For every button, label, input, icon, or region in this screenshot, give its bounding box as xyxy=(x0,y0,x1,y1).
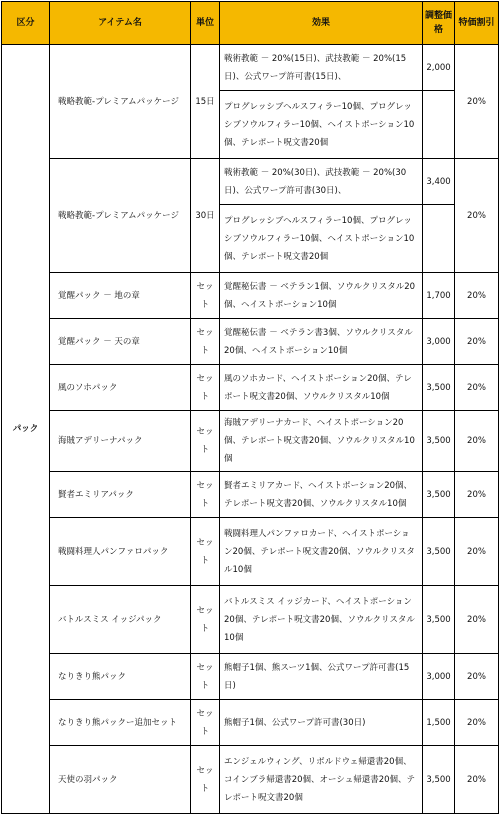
item-price: 3,500 xyxy=(423,746,455,814)
item-discount: 20% xyxy=(455,273,499,319)
item-discount: 20% xyxy=(455,45,499,159)
item-name: バトルスミス イッジパック xyxy=(50,586,191,654)
item-name: 戦闘料理人パンファロパック xyxy=(50,518,191,586)
table-row xyxy=(2,273,499,319)
header-category: 区分 xyxy=(2,2,50,45)
item-discount: 20% xyxy=(455,159,499,273)
item-name: なりきり熊パックー追加セット xyxy=(50,700,191,746)
table-row xyxy=(2,159,499,205)
table-row xyxy=(2,654,499,700)
item-name: 海賊アデリーナパック xyxy=(50,411,191,472)
item-effect: 熊帽子1個、熊スーツ1個、公式ワープ許可書(15日) xyxy=(220,654,423,700)
item-name: 覚醒パック － 天の章 xyxy=(50,319,191,365)
header-discount: 特価割引 xyxy=(455,2,499,45)
header-unit: 単位 xyxy=(191,2,220,45)
table-row xyxy=(2,411,499,472)
header-price: 調整価格 xyxy=(423,2,455,45)
table-row xyxy=(2,365,499,411)
table-row xyxy=(2,319,499,365)
item-price: 3,500 xyxy=(423,411,455,472)
table-row xyxy=(2,518,499,586)
item-discount: 20% xyxy=(455,472,499,518)
item-price: 3,000 xyxy=(423,654,455,700)
pack-table xyxy=(1,1,499,814)
item-unit: セット xyxy=(191,746,220,814)
item-price: 3,500 xyxy=(423,365,455,411)
item-effect: 熊帽子1個、公式ワープ許可書(30日) xyxy=(220,700,423,746)
item-effect: 賢者エミリアカード、ヘイストポーション20個、テレポート呪文書20個、ソウルクリスタル10個 xyxy=(220,472,423,518)
item-discount: 20% xyxy=(455,700,499,746)
item-name: 戦略教範-プレミアムパッケージ xyxy=(50,159,191,273)
item-unit: セット xyxy=(191,518,220,586)
item-name: 風のソホパック xyxy=(50,365,191,411)
item-discount: 20% xyxy=(455,365,499,411)
item-effect: 風のソホカード、ヘイストポーション20個、テレポート呪文書20個、ソウルクリスタル10個 xyxy=(220,365,423,411)
item-effect: 戦闘料理人パンファロカード、ヘイストポーション20個、テレポート呪文書20個、ソウルクリスタル10個 xyxy=(220,518,423,586)
item-name: 天使の羽パック xyxy=(50,746,191,814)
item-effect: 海賊アデリーナカード、ヘイストポーション20個、テレポート呪文書20個、ソウルクリスタル10個 xyxy=(220,411,423,472)
item-price: 3,400 xyxy=(423,159,455,205)
table-row xyxy=(2,45,499,91)
item-price-empty xyxy=(423,205,455,273)
table-row xyxy=(2,746,499,814)
item-effect: プログレッシブヘルスフィラー10個、プログレッシブソウルフィラー10個、ヘイストポーション10個、テレポート呪文書20個 xyxy=(220,205,423,273)
item-price: 3,500 xyxy=(423,472,455,518)
item-discount: 20% xyxy=(455,654,499,700)
item-discount: 20% xyxy=(455,746,499,814)
item-effect: プログレッシブヘルスフィラー10個、プログレッシブソウルフィラー10個、ヘイストポーション10個、テレポート呪文書20個 xyxy=(220,91,423,159)
item-name: 覚醒パック － 地の章 xyxy=(50,273,191,319)
item-unit: セット xyxy=(191,411,220,472)
item-name: なりきり熊パック xyxy=(50,654,191,700)
item-discount: 20% xyxy=(455,586,499,654)
item-unit: セット xyxy=(191,365,220,411)
item-price-empty xyxy=(423,91,455,159)
item-unit: 15日 xyxy=(191,45,220,159)
item-price: 2,000 xyxy=(423,45,455,91)
item-unit: セット xyxy=(191,700,220,746)
item-price: 3,500 xyxy=(423,586,455,654)
item-unit: 30日 xyxy=(191,159,220,273)
category-cell: パック xyxy=(2,45,50,814)
header-effect: 効果 xyxy=(220,2,423,45)
table-row xyxy=(2,586,499,654)
item-unit: セット xyxy=(191,273,220,319)
item-effect: 戦術教範 － 20%(15日)、武技教範 － 20%(15日)、公式ワープ許可書(15日)、 xyxy=(220,45,423,91)
item-unit: セット xyxy=(191,319,220,365)
item-price: 1,700 xyxy=(423,273,455,319)
item-price: 1,500 xyxy=(423,700,455,746)
item-name: 戦略教範-プレミアムパッケージ xyxy=(50,45,191,159)
header-row xyxy=(2,2,499,45)
item-effect: 戦術教範 － 20%(30日)、武技教範 － 20%(30日)、公式ワープ許可書(30日)、 xyxy=(220,159,423,205)
item-discount: 20% xyxy=(455,411,499,472)
item-effect: 覚醒秘伝書 － ベテラン書3個、ソウルクリスタル20個、ヘイストポーション10個 xyxy=(220,319,423,365)
item-discount: 20% xyxy=(455,518,499,586)
header-item-name: アイテム名 xyxy=(50,2,191,45)
item-unit: セット xyxy=(191,472,220,518)
item-effect: 覚醒秘伝書 － ベテラン1個、ソウルクリスタル20個、ヘイストポーション10個 xyxy=(220,273,423,319)
item-price: 3,000 xyxy=(423,319,455,365)
table-row xyxy=(2,472,499,518)
item-price: 3,500 xyxy=(423,518,455,586)
item-name: 賢者エミリアパック xyxy=(50,472,191,518)
item-discount: 20% xyxy=(455,319,499,365)
table-row xyxy=(2,700,499,746)
item-effect: エンジェルウィング、リボルドウェ帰還書20個、コインブラ帰還書20個、オーシュ帰還書20個、テレポート呪文書20個 xyxy=(220,746,423,814)
item-unit: セット xyxy=(191,654,220,700)
item-unit: セット xyxy=(191,586,220,654)
item-effect: バトルスミス イッジカード、ヘイストポーション20個、テレポート呪文書20個、ソウルクリスタル10個 xyxy=(220,586,423,654)
